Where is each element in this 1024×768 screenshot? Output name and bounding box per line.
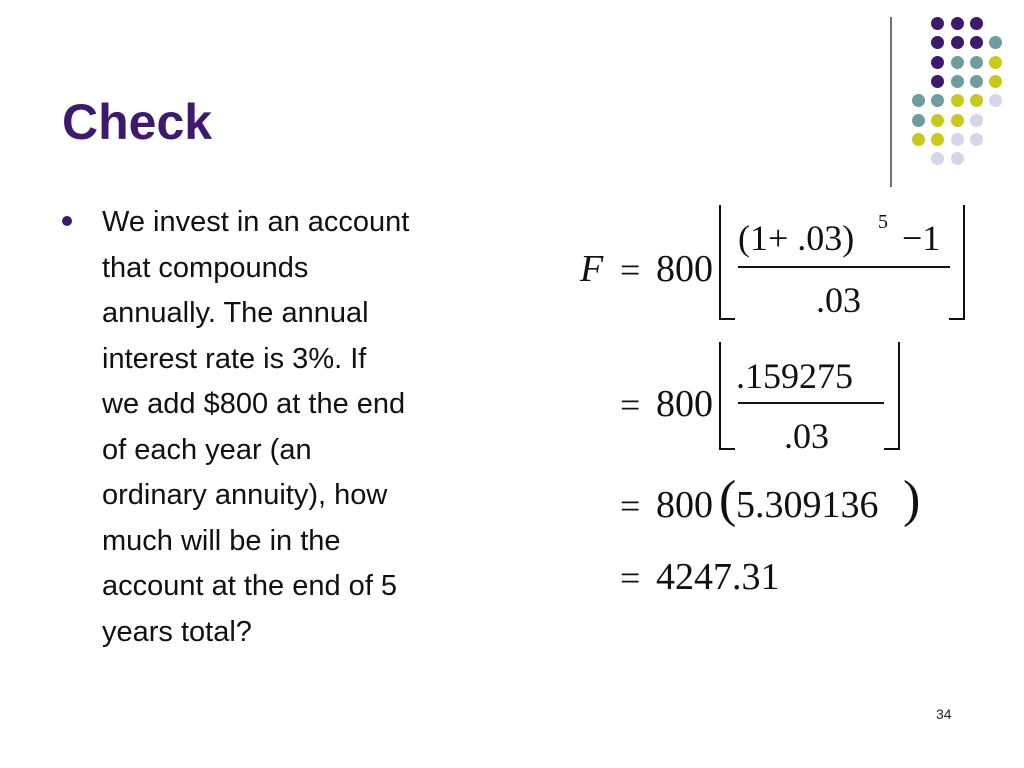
numerator-base: (1+ .03) — [738, 218, 855, 258]
decorative-dot — [970, 75, 983, 88]
decorative-dot — [931, 94, 944, 107]
decorative-dot — [912, 133, 925, 146]
decorative-dot — [912, 94, 925, 107]
decorative-dot — [951, 75, 964, 88]
list-item — [62, 200, 512, 655]
decorative-dot — [951, 36, 964, 49]
variable-f: F — [580, 248, 604, 290]
result-value: 4247.31 — [656, 556, 780, 598]
right-paren: ) — [903, 471, 921, 528]
decorative-dot-grid — [0, 0, 1024, 200]
decorative-dot — [951, 133, 964, 146]
decorative-dot — [951, 56, 964, 69]
decorative-dot — [951, 114, 964, 127]
decorative-dot — [989, 56, 1002, 69]
decorative-dot — [931, 36, 944, 49]
decorative-dot — [970, 114, 983, 127]
decorative-dot — [951, 94, 964, 107]
decorative-dot — [931, 75, 944, 88]
decorative-dot — [912, 114, 925, 127]
numerator-rest: −1 — [902, 218, 941, 258]
decorative-dot — [989, 36, 1002, 49]
left-paren: ( — [719, 471, 737, 528]
left-bracket-foot — [719, 448, 735, 450]
fraction-bar — [738, 402, 884, 404]
right-bracket-vertical — [898, 342, 900, 450]
decorative-dot — [970, 36, 983, 49]
coefficient: 800 — [656, 248, 713, 290]
decorative-dot — [970, 133, 983, 146]
decorative-dot — [970, 94, 983, 107]
coefficient: 800 — [656, 383, 713, 425]
equals-sign: = — [620, 486, 641, 526]
exponent: 5 — [878, 211, 888, 233]
bullet-dot-icon — [62, 216, 72, 226]
equals-sign: = — [620, 385, 641, 425]
value: 5.309136 — [736, 484, 879, 526]
decorative-dot — [931, 114, 944, 127]
bullet-text: We invest in an account that compounds annually. The annual interest rate is 3%. If we add $800 at the end of each year (an ordinary annuity), how much will be in the account at the end of 5 years total? — [102, 206, 410, 648]
decorative-dot — [970, 17, 983, 30]
denominator: .03 — [816, 280, 861, 320]
right-bracket-foot — [884, 448, 900, 450]
right-bracket-vertical — [963, 205, 965, 320]
page-number: 34 — [936, 706, 952, 722]
decorative-dot — [931, 56, 944, 69]
slide-title: Check — [62, 94, 213, 150]
decorative-dot — [951, 152, 964, 165]
decorative-dot — [931, 133, 944, 146]
equals-sign: = — [620, 250, 641, 290]
coefficient: 800 — [656, 484, 713, 526]
bullet-list — [62, 200, 512, 655]
fraction-bar — [738, 266, 950, 268]
decorative-dot — [970, 56, 983, 69]
decorative-dot — [931, 152, 944, 165]
left-bracket-foot — [719, 318, 735, 320]
decorative-dot — [989, 94, 1002, 107]
denominator: .03 — [784, 416, 829, 456]
decorative-dot — [989, 75, 1002, 88]
numerator: .159275 — [736, 356, 853, 396]
right-bracket-foot — [949, 318, 965, 320]
decorative-dot — [931, 17, 944, 30]
equals-sign: = — [620, 558, 641, 598]
left-bracket-vertical — [719, 342, 721, 450]
decorative-dot — [951, 17, 964, 30]
left-bracket-vertical — [719, 205, 721, 320]
